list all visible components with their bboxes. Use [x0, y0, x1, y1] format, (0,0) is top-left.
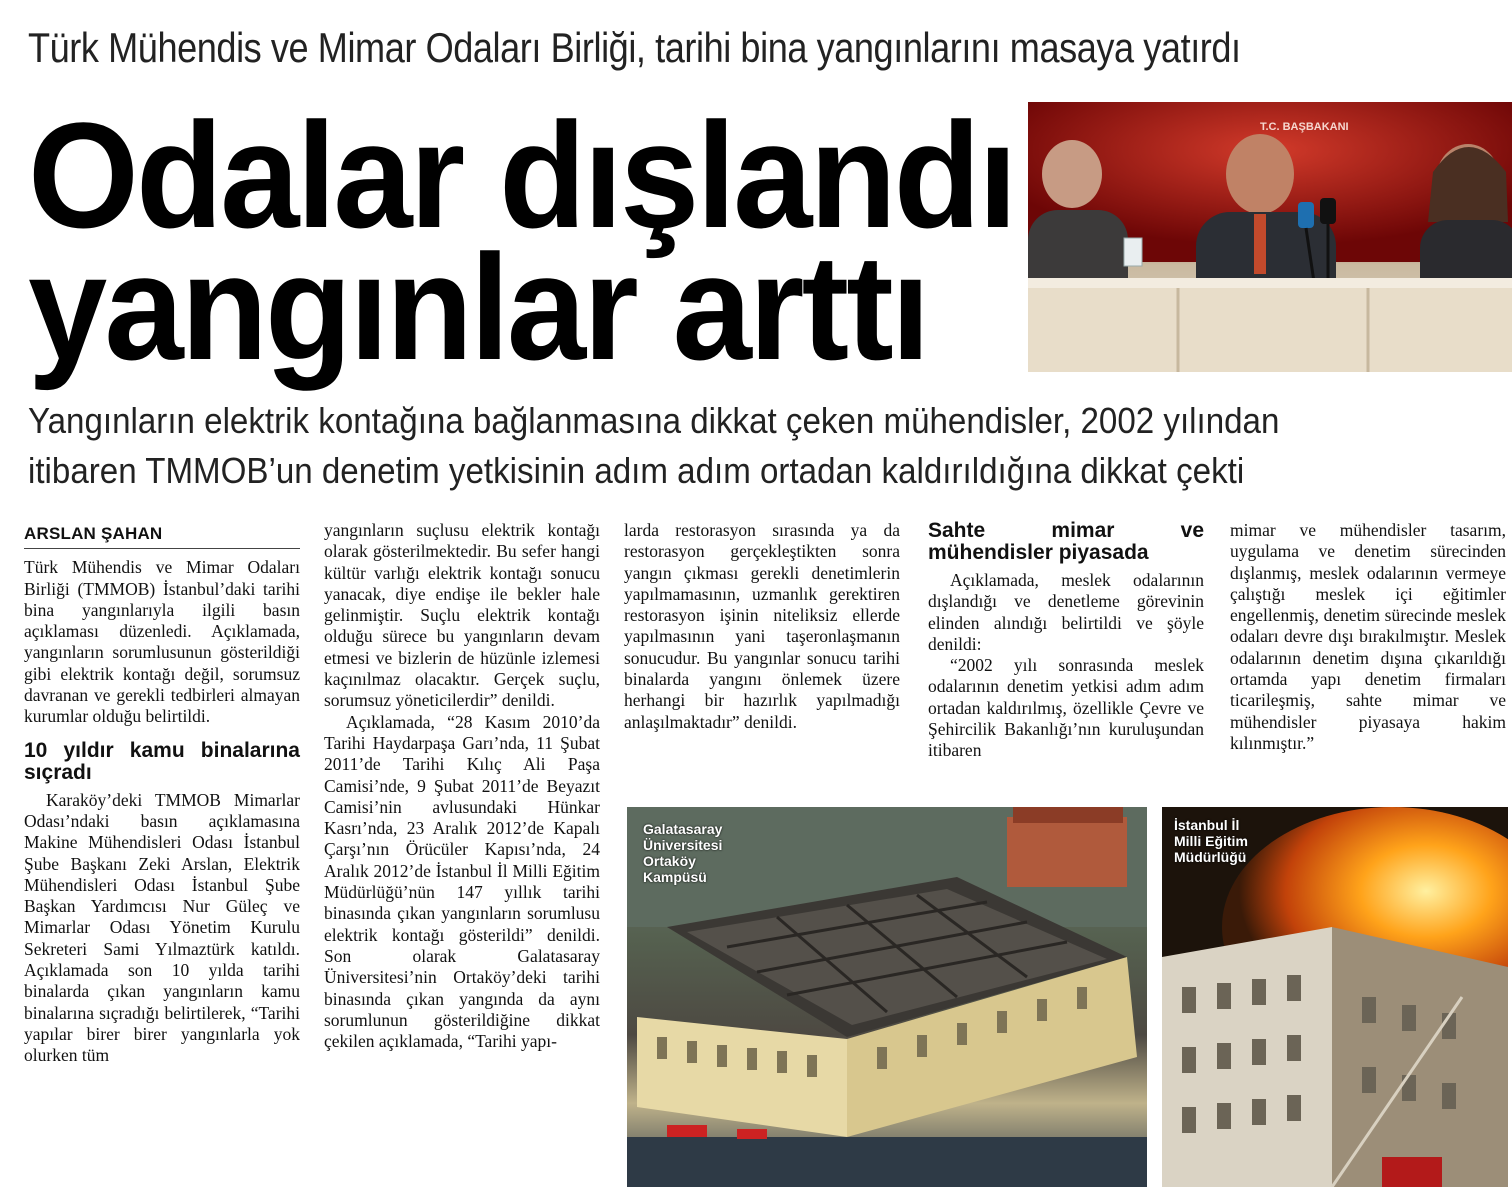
paragraph: yangınların suçlusu elektrik kontağı olarak gösterilmektedir. Bu sefer hangi kültür varlığı elektrik kontağı sonucu yanacak, diye endişe ile bekler hale gelinmiştir. Suçlu elektrik kontağı olduğu sürece bu yangınların devam etmesi ve bizlerin de hüzünle izlemesi kaçınılmaz olacaktır. Gerçek suçlu, sorumsuz yöneticilerdir” denildi.	[324, 520, 600, 711]
paragraph: Türk Mühendis ve Mimar Odaları Birliği (TMMOB) İstanbul’daki tarihi bina yangınlarıyla ilgili basın açıklaması düzenledi. Açıklamada, yangınların sorumlusunun gösterildiği gibi elektrik kontağı değil, sorumsuz davranan ve gerekli tedbirleri almayan kurumlar olduğu belirtildi.	[24, 557, 300, 727]
burning-building-photo	[1162, 807, 1508, 1187]
caption-line: Kampüsü	[643, 869, 707, 885]
caption-line: Üniversitesi	[643, 837, 723, 853]
caption-line: Galatasaray	[643, 821, 723, 837]
kicker-headline: Türk Mühendis ve Mimar Odaları Birliği, tarihi bina yangınlarını masaya yatırdı	[28, 24, 1241, 71]
press-conference-photo	[1028, 102, 1512, 372]
byline: ARSLAN ŞAHAN	[24, 520, 300, 549]
caption-line: Müdürlüğü	[1174, 849, 1247, 865]
caption-line: İstanbul İl	[1174, 817, 1240, 833]
banner-text: T.C. BAŞBAKANI	[1260, 121, 1349, 133]
article-column-4	[928, 520, 1204, 762]
paragraph: Açıklamada, “28 Kasım 2010’da Tarihi Haydarpaşa Garı’nda, 11 Şubat 2011’de Tarihi Kılıç Ali Paşa Camisi’nde, 9 Şubat 2011’de Beyazıt Camisi’nin avlusundaki Hünkar Kasrı’nda, 23 Aralık 2012’de Kapalı Çarşı’nın Örücüler Kapısı’nda, 24 Aralık 2012’de İstanbul İl Milli Eğitim Müdürlüğü’nün 147 yıllık tarihi binasında çıkan yangınların sorumlusu elektrik kontağı gösterildi” denildi. Son olarak Galatasaray Üniversitesi’nin Ortaköy’deki tarihi binasında çıkan yangında da aynı sorumlunun gösterildiğine dikkat çekilen açıklamada, “Tarihi yapı-	[324, 711, 600, 1052]
article-column-1	[24, 520, 300, 1067]
article-column-2	[324, 520, 600, 1052]
paragraph: larda restorasyon sırasında ya da restorasyon gerçekleştikten sonra yangın çıkması gerekli denetimlerin yapılmamasının, uzmanlık gerektiren restorasyon işinin niteliksiz ellerde yapılmasının yani taşeronlaşmanın sonucudur. Bu yangınlar sonucu tarihi binalarda yangını önlemek üzere herhangi bir hazırlık yapılmadığı anlaşılmaktadır” denildi.	[624, 520, 900, 732]
article-column-3	[624, 520, 900, 733]
subheading: Sahte mimar ve mühendisler piyasada	[928, 519, 1204, 564]
deck-line1: Yangınların elektrik kontağına bağlanmasına dikkat çeken mühendisler, 2002 yılından	[28, 400, 1280, 441]
paragraph: mimar ve mühendisler tasarım, uygulama ve denetim sürecinden dışlanmış, meslek odalarının vermeye çalıştığı meslek içi eğitimler engellenmiş, denetim sürecinde meslek odaları devre dışı bırakılmıştır. Meslek odalarının denetim dışına çıkarıldığı ortamda yapı denetim firmaları ticarileşmiş, sahte mimar ve mühendisler piyasaya hakim kılınmıştır.”	[1230, 520, 1506, 753]
caption-line: Milli Eğitim	[1174, 833, 1248, 849]
caption-line: Ortaköy	[643, 853, 696, 869]
article-column-5	[1230, 520, 1506, 754]
paragraph: Açıklamada, meslek odalarının dışlandığı ve denetleme görevinin elinden alındığı belirtildi ve şöyle denildi:	[928, 570, 1204, 654]
subheading: 10 yıldır kamu binalarına sıçradı	[24, 738, 300, 784]
burned-campus-aerial-photo	[627, 807, 1147, 1187]
paragraph: Karaköy’deki TMMOB Mimarlar Odası’ndaki basın açıklamasına Makine Mühendisleri Odası İstanbul Şube Başkanı Zeki Arslan, Elektrik Mühendisleri Odası İstanbul Şube Başkan Yardımcısı Nur Güleç ve Mimarlar Odası Yönetim Kurulu Sekreteri Sami Yılmaztürk katıldı. Açıklamada son 10 yılda tarihi binalarda çıkan yangınların kamu binalarına sıçradığı belirtilerek, “Tarihi yapılar birer birer yangınlarla yok olurken tüm	[24, 789, 300, 1066]
paragraph: “2002 yılı sonrasında meslek odalarının denetim yetkisi adım adım ortadan kaldırılmış, özellikle Çevre ve Şehircilik Bakanlığı’nın kuruluşundan itibaren	[928, 655, 1204, 761]
press-conference-illustration	[1028, 102, 1512, 372]
main-headline-line1: Odalar dışlandı	[28, 91, 1015, 259]
deck-line2: itibaren TMMOB’un denetim yetkisinin adım adım ortadan kaldırıldığına dikkat çekti	[28, 450, 1245, 491]
main-headline-line2: yangınlar arttı	[28, 223, 928, 391]
